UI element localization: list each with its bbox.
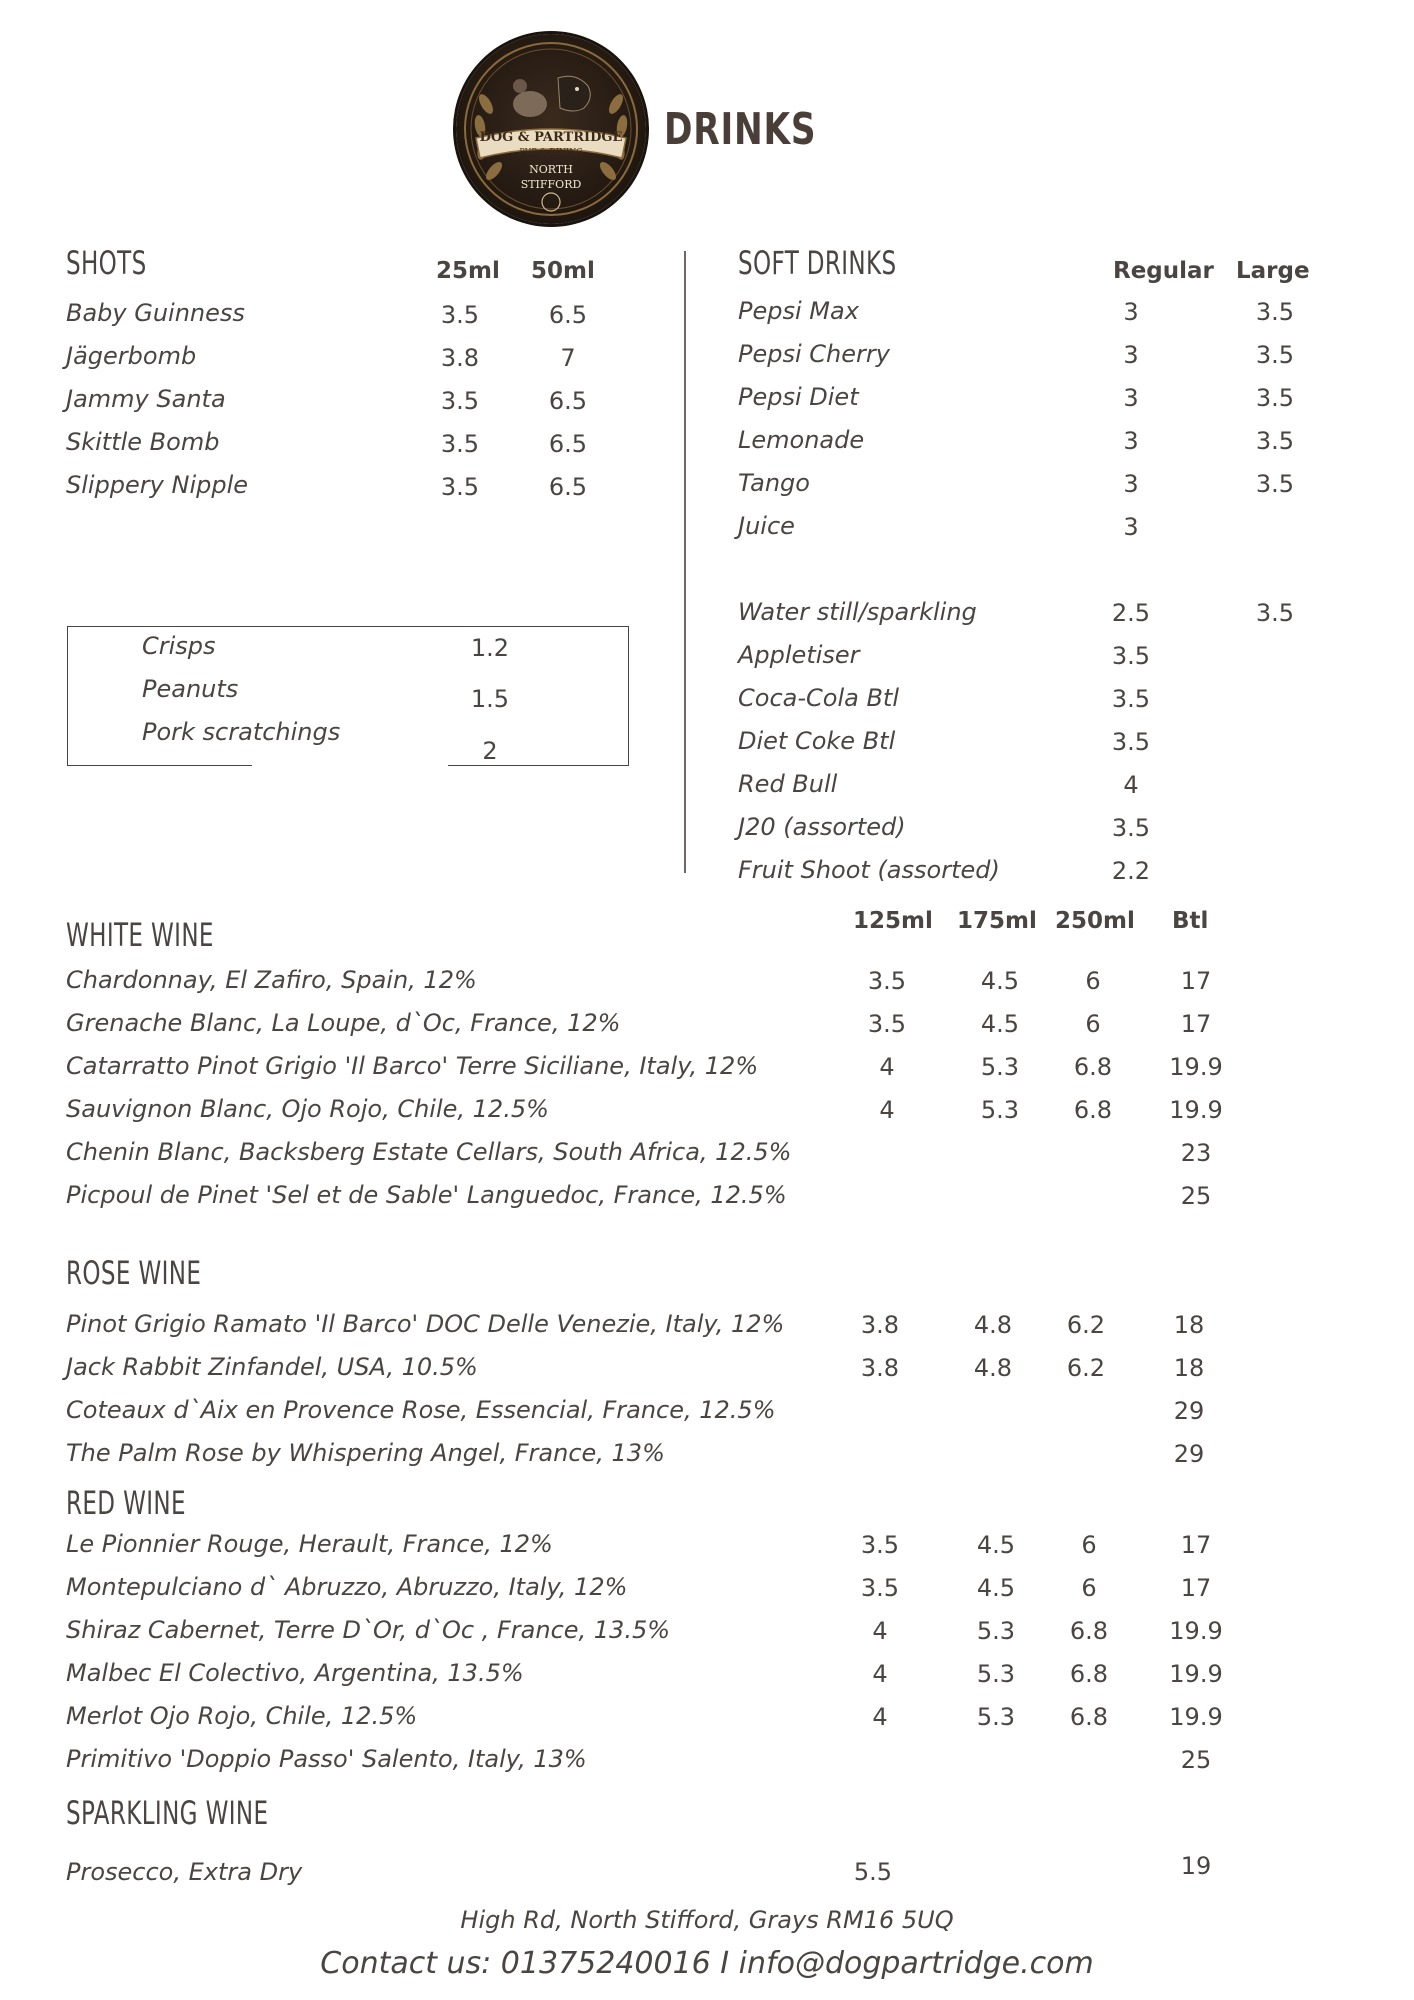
snacks-box-gap <box>252 764 448 768</box>
wine-name: Prosecco, Extra Dry <box>66 1858 303 1886</box>
logo-subtitle: PUB & DINING <box>519 147 583 156</box>
wine-price-125ml: 4 <box>872 1660 888 1688</box>
wine-name: Grenache Blanc, La Loupe, d`Oc, France, 12% <box>66 1009 621 1037</box>
footer-contact[interactable]: Contact us: 01375240016 I info@dogpartridge.com <box>320 1946 1094 1981</box>
soft-drink-name: Appletiser <box>738 641 860 669</box>
soft-drink-name: Pepsi Cherry <box>738 340 890 368</box>
sparkling-wine-heading: SPARKLING WINE <box>66 1794 269 1832</box>
snack-name: Pork scratchings <box>142 718 341 746</box>
wine-price-btl: 25 <box>1180 1746 1212 1774</box>
wine-price-250ml: 6.8 <box>1069 1660 1109 1688</box>
soft-drink-price-large: 3.5 <box>1255 298 1295 326</box>
soft-drink-price-regular: 3 <box>1123 298 1139 326</box>
wine-price-175ml: 4.5 <box>976 1574 1016 1602</box>
shots-col-50ml: 50ml <box>531 258 595 284</box>
wine-col-250ml: 250ml <box>1055 908 1135 934</box>
logo-emblem-icon <box>456 34 646 224</box>
footer-address: High Rd, North Stifford, Grays RM16 5UQ <box>460 1906 954 1934</box>
wine-name: Primitivo 'Doppio Passo' Salento, Italy, 13% <box>66 1745 587 1773</box>
wine-price-175ml: 5.3 <box>976 1617 1016 1645</box>
shot-price-50ml: 6.5 <box>548 301 588 329</box>
soft-drink-price-large: 3.5 <box>1255 384 1295 412</box>
wine-name: Malbec El Colectivo, Argentina, 13.5% <box>66 1659 524 1687</box>
shot-price-25ml: 3.5 <box>440 301 480 329</box>
soft-drink-price-regular: 3.5 <box>1111 728 1151 756</box>
wine-price-125ml: 4 <box>872 1617 888 1645</box>
snack-name: Crisps <box>142 632 216 660</box>
wine-price-btl: 29 <box>1173 1440 1205 1468</box>
soft-drink-price-regular: 3 <box>1123 384 1139 412</box>
wine-name: Coteaux d`Aix en Provence Rose, Essencial, France, 12.5% <box>66 1396 776 1424</box>
soft-drink-price-large: 3.5 <box>1255 341 1295 369</box>
soft-drink-name: Coca-Cola Btl <box>738 684 899 712</box>
wine-price-175ml: 4.8 <box>973 1354 1013 1382</box>
rose-wine-heading: ROSE WINE <box>66 1254 202 1292</box>
wine-price-btl: 23 <box>1180 1139 1212 1167</box>
wine-name: Catarratto Pinot Grigio 'Il Barco' Terre Siciliane, Italy, 12% <box>66 1052 759 1080</box>
wine-name: Chardonnay, El Zafiro, Spain, 12% <box>66 966 477 994</box>
shot-name: Skittle Bomb <box>66 428 220 456</box>
snack-price: 2 <box>482 737 498 765</box>
wine-price-175ml: 4.5 <box>976 1531 1016 1559</box>
shot-price-50ml: 6.5 <box>548 387 588 415</box>
soft-drinks-heading: SOFT DRINKS <box>738 244 897 282</box>
wine-price-250ml: 6.8 <box>1073 1096 1113 1124</box>
soft-drink-name: Tango <box>738 469 810 497</box>
soft-drink-name: Water still/sparkling <box>738 598 977 626</box>
wine-price-btl: 19.9 <box>1169 1617 1223 1645</box>
wine-price-175ml: 4.5 <box>980 1010 1020 1038</box>
wine-price-175ml: 4.8 <box>973 1311 1013 1339</box>
pub-logo <box>456 34 646 224</box>
soft-col-regular: Regular <box>1113 258 1214 284</box>
wine-price-250ml: 6 <box>1081 1574 1097 1602</box>
logo-location-line2: STIFFORD <box>520 178 582 191</box>
wine-price-125ml: 3.5 <box>867 967 907 995</box>
soft-drink-price-regular: 2.2 <box>1111 857 1151 885</box>
shot-price-25ml: 3.5 <box>440 430 480 458</box>
wine-price-250ml: 6 <box>1081 1531 1097 1559</box>
wine-price-btl: 19.9 <box>1169 1660 1223 1688</box>
snack-price: 1.2 <box>470 634 510 662</box>
wine-price-btl: 17 <box>1180 1574 1212 1602</box>
wine-price-250ml: 6.8 <box>1069 1617 1109 1645</box>
column-divider <box>684 251 686 873</box>
wine-col-125ml: 125ml <box>853 908 933 934</box>
wine-name: Montepulciano d` Abruzzo, Abruzzo, Italy, 12% <box>66 1573 628 1601</box>
wine-price-250ml: 6.8 <box>1073 1053 1113 1081</box>
shots-heading: SHOTS <box>66 244 147 282</box>
wine-name: Shiraz Cabernet, Terre D`Or, d`Oc , France, 13.5% <box>66 1616 671 1644</box>
soft-drink-name: Diet Coke Btl <box>738 727 896 755</box>
snack-price: 1.5 <box>470 685 510 713</box>
wine-name: The Palm Rose by Whispering Angel, France, 13% <box>66 1439 665 1467</box>
soft-drink-name: Lemonade <box>738 426 865 454</box>
soft-col-large: Large <box>1236 258 1310 284</box>
soft-drink-name: Pepsi Max <box>738 297 859 325</box>
wine-price-175ml: 4.5 <box>980 967 1020 995</box>
shot-price-25ml: 3.5 <box>440 387 480 415</box>
wine-price-175ml: 5.3 <box>980 1096 1020 1124</box>
wine-price-btl: 17 <box>1180 967 1212 995</box>
wine-price-125ml: 4 <box>879 1096 895 1124</box>
wine-price-175ml: 5.3 <box>976 1660 1016 1688</box>
soft-drink-price-regular: 3.5 <box>1111 685 1151 713</box>
wine-price-250ml: 6 <box>1085 1010 1101 1038</box>
wine-price-175ml: 5.3 <box>980 1053 1020 1081</box>
wine-price-250ml: 6.8 <box>1069 1703 1109 1731</box>
soft-drink-name: Juice <box>738 512 795 540</box>
wine-price-125ml: 4 <box>879 1053 895 1081</box>
wine-price-175ml: 5.3 <box>976 1703 1016 1731</box>
wine-price-btl: 17 <box>1180 1531 1212 1559</box>
wine-price-btl: 19 <box>1180 1852 1212 1880</box>
wine-price-125ml: 3.8 <box>860 1311 900 1339</box>
shot-price-50ml: 6.5 <box>548 473 588 501</box>
wine-col-175ml: 175ml <box>957 908 1037 934</box>
snack-name: Peanuts <box>142 675 239 703</box>
soft-drink-price-regular: 3 <box>1123 427 1139 455</box>
soft-drink-price-regular: 3 <box>1123 341 1139 369</box>
wine-name: Merlot Ojo Rojo, Chile, 12.5% <box>66 1702 418 1730</box>
soft-drink-price-large: 3.5 <box>1255 470 1295 498</box>
soft-drink-name: J20 (assorted) <box>738 813 906 841</box>
wine-price-250ml: 6 <box>1085 967 1101 995</box>
soft-drink-price-regular: 3.5 <box>1111 814 1151 842</box>
wine-price-250ml: 6.2 <box>1066 1354 1106 1382</box>
wine-name: Pinot Grigio Ramato 'Il Barco' DOC Delle Venezie, Italy, 12% <box>66 1310 785 1338</box>
shot-price-50ml: 6.5 <box>548 430 588 458</box>
shot-name: Baby Guinness <box>66 299 245 327</box>
wine-price-125ml: 3.5 <box>860 1531 900 1559</box>
wine-price-125ml: 5.5 <box>853 1858 893 1886</box>
page-title: DRINKS <box>664 104 817 155</box>
soft-drink-name: Pepsi Diet <box>738 383 859 411</box>
wine-price-250ml: 6.2 <box>1066 1311 1106 1339</box>
shot-price-25ml: 3.5 <box>440 473 480 501</box>
shot-name: Jammy Santa <box>66 385 226 413</box>
wine-price-125ml: 3.8 <box>860 1354 900 1382</box>
red-wine-heading: RED WINE <box>66 1484 186 1522</box>
white-wine-heading: WHITE WINE <box>66 916 214 954</box>
soft-drink-price-regular: 3 <box>1123 513 1139 541</box>
shots-col-25ml: 25ml <box>436 258 500 284</box>
wine-price-125ml: 3.5 <box>867 1010 907 1038</box>
shot-name: Jägerbomb <box>66 342 197 370</box>
soft-drink-price-regular: 4 <box>1123 771 1139 799</box>
wine-price-btl: 19.9 <box>1169 1053 1223 1081</box>
logo-location-line1: NORTH <box>529 163 573 176</box>
shot-price-50ml: 7 <box>560 344 576 372</box>
soft-drink-price-regular: 3 <box>1123 470 1139 498</box>
wine-name: Jack Rabbit Zinfandel, USA, 10.5% <box>66 1353 478 1381</box>
wine-price-125ml: 4 <box>872 1703 888 1731</box>
wine-col-btl: Btl <box>1172 908 1209 934</box>
soft-drink-name: Red Bull <box>738 770 838 798</box>
wine-name: Picpoul de Pinet 'Sel et de Sable' Languedoc, France, 12.5% <box>66 1181 787 1209</box>
wine-name: Chenin Blanc, Backsberg Estate Cellars, South Africa, 12.5% <box>66 1138 792 1166</box>
logo-name: DOG & PARTRIDGE <box>479 130 623 145</box>
wine-price-btl: 25 <box>1180 1182 1212 1210</box>
wine-price-btl: 19.9 <box>1169 1096 1223 1124</box>
soft-drink-name: Fruit Shoot (assorted) <box>738 856 1000 884</box>
wine-price-btl: 18 <box>1173 1354 1205 1382</box>
wine-price-btl: 17 <box>1180 1010 1212 1038</box>
soft-drink-price-regular: 2.5 <box>1111 599 1151 627</box>
soft-drink-price-large: 3.5 <box>1255 599 1295 627</box>
wine-name: Le Pionnier Rouge, Herault, France, 12% <box>66 1530 553 1558</box>
shot-price-25ml: 3.8 <box>440 344 480 372</box>
wine-price-125ml: 3.5 <box>860 1574 900 1602</box>
wine-name: Sauvignon Blanc, Ojo Rojo, Chile, 12.5% <box>66 1095 549 1123</box>
soft-drink-price-regular: 3.5 <box>1111 642 1151 670</box>
wine-price-btl: 29 <box>1173 1397 1205 1425</box>
soft-drink-price-large: 3.5 <box>1255 427 1295 455</box>
wine-price-btl: 19.9 <box>1169 1703 1223 1731</box>
shot-name: Slippery Nipple <box>66 471 249 499</box>
wine-price-btl: 18 <box>1173 1311 1205 1339</box>
